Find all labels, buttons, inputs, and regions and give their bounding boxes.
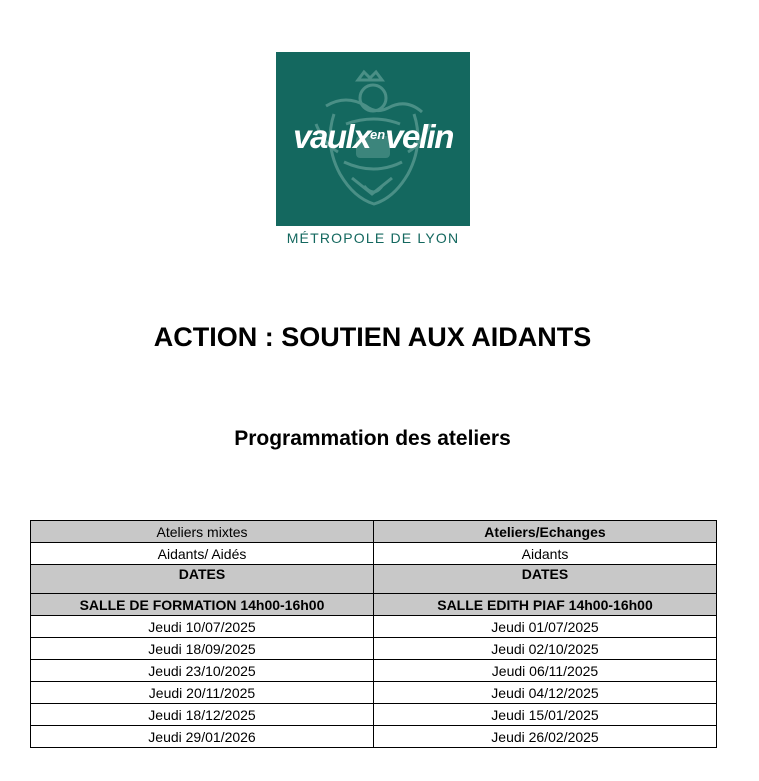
- page-subtitle: Programmation des ateliers: [234, 427, 511, 450]
- col1-date-cell: Jeudi 10/07/2025: [31, 616, 374, 638]
- table-header-row: [31, 521, 717, 543]
- col1-audience: Aidants/ Aidés: [31, 543, 374, 565]
- logo-metropole-label: MÉTROPOLE DE LYON: [286, 230, 460, 246]
- logo-wordmark: vaulx$^{en}$velin: [293, 118, 453, 155]
- col2-audience: Aidants: [374, 543, 717, 565]
- table-row: [31, 638, 717, 660]
- table-location-row: [31, 594, 717, 616]
- col1-dates-label: DATES: [31, 565, 374, 594]
- page-title: ACTION : SOUTIEN AUX AIDANTS: [153, 322, 592, 352]
- col2-date-cell: Jeudi 15/01/2025: [374, 704, 717, 726]
- schedule-table: [30, 520, 717, 748]
- table-dates-label-row: [31, 565, 717, 594]
- col1-title: Ateliers mixtes: [31, 521, 374, 543]
- col2-date-cell: Jeudi 02/10/2025: [374, 638, 717, 660]
- table-row: [31, 660, 717, 682]
- col1-date-cell: Jeudi 23/10/2025: [31, 660, 374, 682]
- table-row: [31, 616, 717, 638]
- col1-date-cell: Jeudi 18/12/2025: [31, 704, 374, 726]
- table-row: [31, 682, 717, 704]
- col2-date-cell: Jeudi 04/12/2025: [374, 682, 717, 704]
- col2-date-cell: Jeudi 06/11/2025: [374, 660, 717, 682]
- city-logo: [276, 52, 470, 226]
- col2-title: Ateliers/Echanges: [374, 521, 717, 543]
- col2-date-cell: Jeudi 01/07/2025: [374, 616, 717, 638]
- col2-date-cell: Jeudi 26/02/2025: [374, 726, 717, 748]
- col2-dates-label: DATES: [374, 565, 717, 594]
- col1-date-cell: Jeudi 18/09/2025: [31, 638, 374, 660]
- table-row: [31, 726, 717, 748]
- col1-location: SALLE DE FORMATION 14h00-16h00: [31, 594, 374, 616]
- table-row: [31, 704, 717, 726]
- col2-location: SALLE EDITH PIAF 14h00-16h00: [374, 594, 717, 616]
- col1-date-cell: Jeudi 20/11/2025: [31, 682, 374, 704]
- table-audience-row: [31, 543, 717, 565]
- col1-date-cell: Jeudi 29/01/2026: [31, 726, 374, 748]
